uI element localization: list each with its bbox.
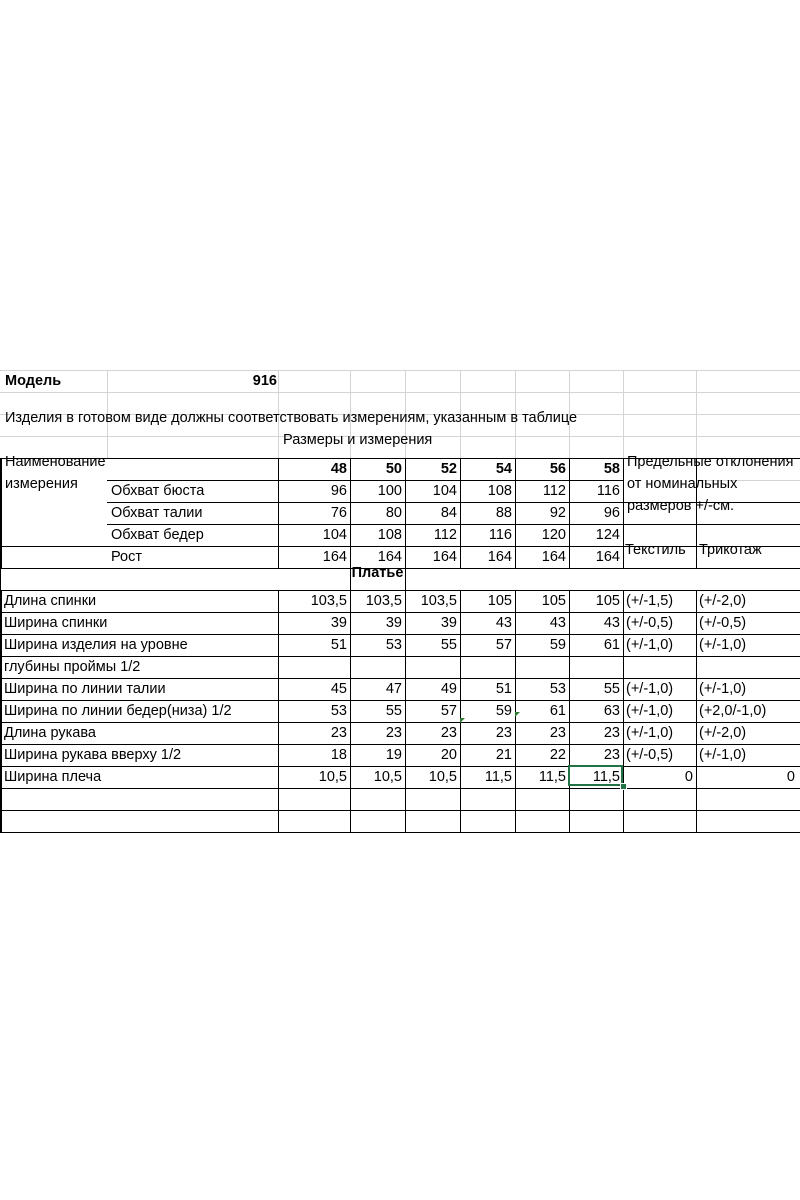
- body-measurement-value[interactable]: 164: [322, 549, 347, 565]
- garment-measurement-value[interactable]: 105: [541, 593, 566, 609]
- grid-vline: [278, 458, 279, 568]
- body-measurement-value[interactable]: 112: [542, 483, 566, 499]
- garment-measurement-value[interactable]: 43: [495, 615, 512, 631]
- body-measurement-label[interactable]: Обхват талии: [111, 505, 203, 521]
- grid-vline: [405, 590, 406, 832]
- grid-hline: [0, 788, 800, 789]
- garment-measurement-label[interactable]: Ширина по линии бедер(низа) 1/2: [4, 703, 232, 719]
- garment-measurement-value[interactable]: 47: [385, 681, 402, 697]
- grid-hline: [0, 810, 800, 811]
- garment-measurement-label[interactable]: Ширина спинки: [4, 615, 108, 631]
- grid-vline: [278, 590, 279, 832]
- garment-measurement-value[interactable]: 105: [595, 593, 620, 609]
- garment-measurement-label[interactable]: Ширина изделия на уровне: [4, 637, 188, 653]
- garment-measurement-value[interactable]: 11,5: [538, 769, 566, 785]
- grid-vline: [623, 370, 624, 458]
- body-measurement-value[interactable]: 88: [495, 505, 512, 521]
- garment-measurement-value[interactable]: 10,5: [373, 769, 402, 785]
- garment-measurement-value[interactable]: 55: [440, 637, 457, 653]
- body-measurement-value[interactable]: 164: [487, 549, 512, 565]
- garment-measurement-label[interactable]: Ширина плеча: [4, 769, 102, 785]
- garment-measurement-value[interactable]: 23: [603, 747, 620, 763]
- garment-measurement-value[interactable]: 63: [603, 703, 620, 719]
- size-header-56[interactable]: 56: [549, 461, 566, 477]
- size-header-54[interactable]: 54: [495, 461, 512, 477]
- garment-measurement-value[interactable]: 43: [603, 615, 620, 631]
- knit-tolerance[interactable]: (+/-2,0): [699, 593, 747, 609]
- knit-tolerance[interactable]: (+/-1,0): [699, 637, 747, 653]
- name-header-line2[interactable]: измерения: [5, 476, 78, 492]
- selected-cell[interactable]: [568, 765, 623, 786]
- body-measurement-value[interactable]: 164: [432, 549, 457, 565]
- knit-tolerance[interactable]: (+/-1,0): [699, 747, 747, 763]
- garment-measurement-value[interactable]: 23: [495, 725, 512, 741]
- garment-measurement-value[interactable]: 43: [549, 615, 566, 631]
- grid-vline: [460, 458, 461, 568]
- garment-measurement-value[interactable]: 11,5: [484, 769, 512, 785]
- grid-vline: [405, 568, 406, 590]
- garment-measurement-value[interactable]: 21: [495, 747, 512, 763]
- garment-measurement-value[interactable]: 45: [330, 681, 347, 697]
- size-header-58[interactable]: 58: [603, 461, 620, 477]
- garment-measurement-value[interactable]: 23: [603, 725, 620, 741]
- garment-measurement-value[interactable]: [352, 656, 402, 678]
- garment-measurement-value[interactable]: 103,5: [420, 593, 457, 609]
- textile-tolerance[interactable]: (+/-1,0): [626, 725, 674, 741]
- grid-vline: [623, 458, 624, 568]
- garment-measurement-value[interactable]: [517, 656, 566, 678]
- garment-measurement-value[interactable]: 53: [330, 703, 347, 719]
- textile-tolerance[interactable]: 0: [684, 769, 693, 785]
- garment-measurement-value[interactable]: 53: [549, 681, 566, 697]
- grid-vline: [1, 590, 2, 832]
- sizes-caption[interactable]: Размеры и измерения: [283, 432, 433, 448]
- knit-tolerance[interactable]: (+2,0/-1,0): [699, 703, 767, 719]
- garment-measurement-value[interactable]: 103,5: [365, 593, 402, 609]
- body-measurement-value[interactable]: 80: [385, 505, 402, 521]
- garment-measurement-value[interactable]: 57: [495, 637, 512, 653]
- body-measurement-value[interactable]: 124: [595, 527, 620, 543]
- grid-hline: [0, 832, 800, 833]
- garment-measurement-value[interactable]: 53: [385, 637, 402, 653]
- garment-measurement-value[interactable]: [571, 656, 620, 678]
- grid-vline: [569, 458, 570, 568]
- garment-measurement-value[interactable]: 59: [495, 703, 512, 719]
- grid-vline: [696, 370, 697, 458]
- body-measurement-value[interactable]: 84: [440, 505, 457, 521]
- size-header-50[interactable]: 50: [385, 461, 402, 477]
- textile-header[interactable]: Текстиль: [625, 542, 686, 558]
- garment-measurement-value[interactable]: 57: [440, 703, 457, 719]
- textile-tolerance[interactable]: (+/-1,0): [626, 681, 674, 697]
- knit-tolerance[interactable]: (+/-2,0): [699, 725, 747, 741]
- textile-tolerance[interactable]: (+/-0,5): [626, 615, 674, 631]
- garment-measurement-value[interactable]: 55: [603, 681, 620, 697]
- size-header-52[interactable]: 52: [440, 461, 457, 477]
- body-measurement-label[interactable]: Обхват бюста: [111, 483, 205, 499]
- garment-measurement-label[interactable]: Ширина рукава вверху 1/2: [4, 747, 182, 763]
- garment-measurement-value[interactable]: 23: [440, 725, 457, 741]
- body-measurement-value[interactable]: 96: [603, 505, 620, 521]
- body-measurement-value[interactable]: 164: [595, 549, 620, 565]
- body-measurement-value[interactable]: 120: [541, 527, 566, 543]
- body-measurement-value[interactable]: 164: [541, 549, 566, 565]
- grid-vline: [696, 590, 697, 832]
- garment-measurement-value[interactable]: 10,5: [428, 769, 457, 785]
- note-text[interactable]: Изделия в готовом виде должны соответствовать измерениям, указанным в таблице: [5, 410, 578, 426]
- grid-vline: [569, 590, 570, 832]
- garment-measurement-value[interactable]: 18: [330, 747, 347, 763]
- garment-measurement-label[interactable]: глубины проймы 1/2: [4, 659, 141, 675]
- comment-marker-icon: [460, 718, 465, 723]
- garment-measurement-value[interactable]: 51: [330, 637, 347, 653]
- body-measurement-value[interactable]: 116: [596, 483, 620, 499]
- section-title[interactable]: Платье: [351, 565, 404, 581]
- body-measurement-label[interactable]: Обхват бедер: [111, 527, 204, 543]
- garment-measurement-label[interactable]: Ширина по линии талии: [4, 681, 166, 697]
- garment-measurement-value[interactable]: 105: [487, 593, 512, 609]
- textile-tolerance[interactable]: (+/-1,0): [626, 637, 674, 653]
- model-label[interactable]: Модель: [5, 373, 62, 389]
- garment-measurement-value[interactable]: 11,5: [592, 769, 620, 785]
- grid-vline: [1, 458, 2, 568]
- spreadsheet: [0, 365, 800, 833]
- garment-measurement-value[interactable]: 20: [440, 747, 457, 763]
- garment-measurement-value[interactable]: 39: [330, 615, 347, 631]
- body-measurement-value[interactable]: 104: [432, 483, 457, 499]
- garment-measurement-value[interactable]: 39: [440, 615, 457, 631]
- grid-vline: [623, 590, 624, 832]
- garment-measurement-value[interactable]: 23: [330, 725, 347, 741]
- grid-vline: [405, 458, 406, 568]
- model-value[interactable]: 916: [252, 373, 277, 389]
- garment-measurement-value[interactable]: 103,5: [310, 593, 347, 609]
- textile-tolerance[interactable]: (+/-1,0): [626, 703, 674, 719]
- garment-measurement-value[interactable]: 23: [549, 725, 566, 741]
- body-measurement-value[interactable]: 108: [487, 483, 512, 499]
- body-measurement-label[interactable]: Рост: [111, 549, 142, 565]
- garment-measurement-label[interactable]: Длина рукава: [4, 725, 96, 741]
- size-header-48[interactable]: 48: [330, 461, 347, 477]
- body-measurement-value[interactable]: 112: [433, 527, 457, 543]
- garment-measurement-value[interactable]: [280, 656, 347, 678]
- fill-handle[interactable]: [620, 783, 627, 790]
- deviation-header-line3[interactable]: размеров +/-см.: [627, 498, 735, 514]
- grid-vline: [515, 590, 516, 832]
- garment-measurement-value[interactable]: 59: [549, 637, 566, 653]
- deviation-header-line1[interactable]: Предельные отклонения: [627, 454, 794, 470]
- grid-vline: [460, 590, 461, 832]
- grid-vline: [350, 590, 351, 832]
- knit-tolerance[interactable]: (+/-0,5): [699, 615, 747, 631]
- garment-measurement-value[interactable]: [462, 656, 512, 678]
- comment-marker-icon: [515, 712, 520, 717]
- garment-measurement-value[interactable]: 39: [385, 615, 402, 631]
- grid-vline: [515, 458, 516, 568]
- knit-header[interactable]: Трикотаж: [699, 542, 762, 558]
- garment-measurement-value[interactable]: 49: [440, 681, 457, 697]
- garment-measurement-value[interactable]: 51: [495, 681, 512, 697]
- garment-measurement-value[interactable]: 61: [549, 703, 566, 719]
- knit-tolerance[interactable]: 0: [786, 769, 795, 785]
- grid-vline: [350, 458, 351, 568]
- name-header-line1[interactable]: Наименование: [5, 454, 106, 470]
- body-measurement-value[interactable]: 104: [322, 527, 347, 543]
- garment-measurement-value[interactable]: 10,5: [318, 769, 347, 785]
- body-measurement-value[interactable]: 76: [330, 505, 347, 521]
- garment-measurement-value[interactable]: 19: [385, 747, 402, 763]
- garment-measurement-label[interactable]: Длина спинки: [4, 593, 97, 609]
- deviation-header-line2[interactable]: от номинальных: [627, 476, 738, 492]
- grid-hline: [0, 392, 800, 393]
- garment-measurement-value[interactable]: 23: [385, 725, 402, 741]
- garment-measurement-value[interactable]: 22: [549, 747, 566, 763]
- body-measurement-value[interactable]: 116: [488, 527, 512, 543]
- body-measurement-value[interactable]: 164: [377, 549, 402, 565]
- knit-tolerance[interactable]: (+/-1,0): [699, 681, 747, 697]
- garment-measurement-value[interactable]: 61: [603, 637, 620, 653]
- garment-measurement-value[interactable]: [407, 656, 457, 678]
- body-measurement-value[interactable]: 108: [377, 527, 402, 543]
- body-measurement-value[interactable]: 96: [330, 483, 347, 499]
- garment-measurement-value[interactable]: 55: [385, 703, 402, 719]
- textile-tolerance[interactable]: (+/-0,5): [626, 747, 674, 763]
- textile-tolerance[interactable]: (+/-1,5): [626, 593, 674, 609]
- body-measurement-value[interactable]: 92: [549, 505, 566, 521]
- body-measurement-value[interactable]: 100: [377, 483, 402, 499]
